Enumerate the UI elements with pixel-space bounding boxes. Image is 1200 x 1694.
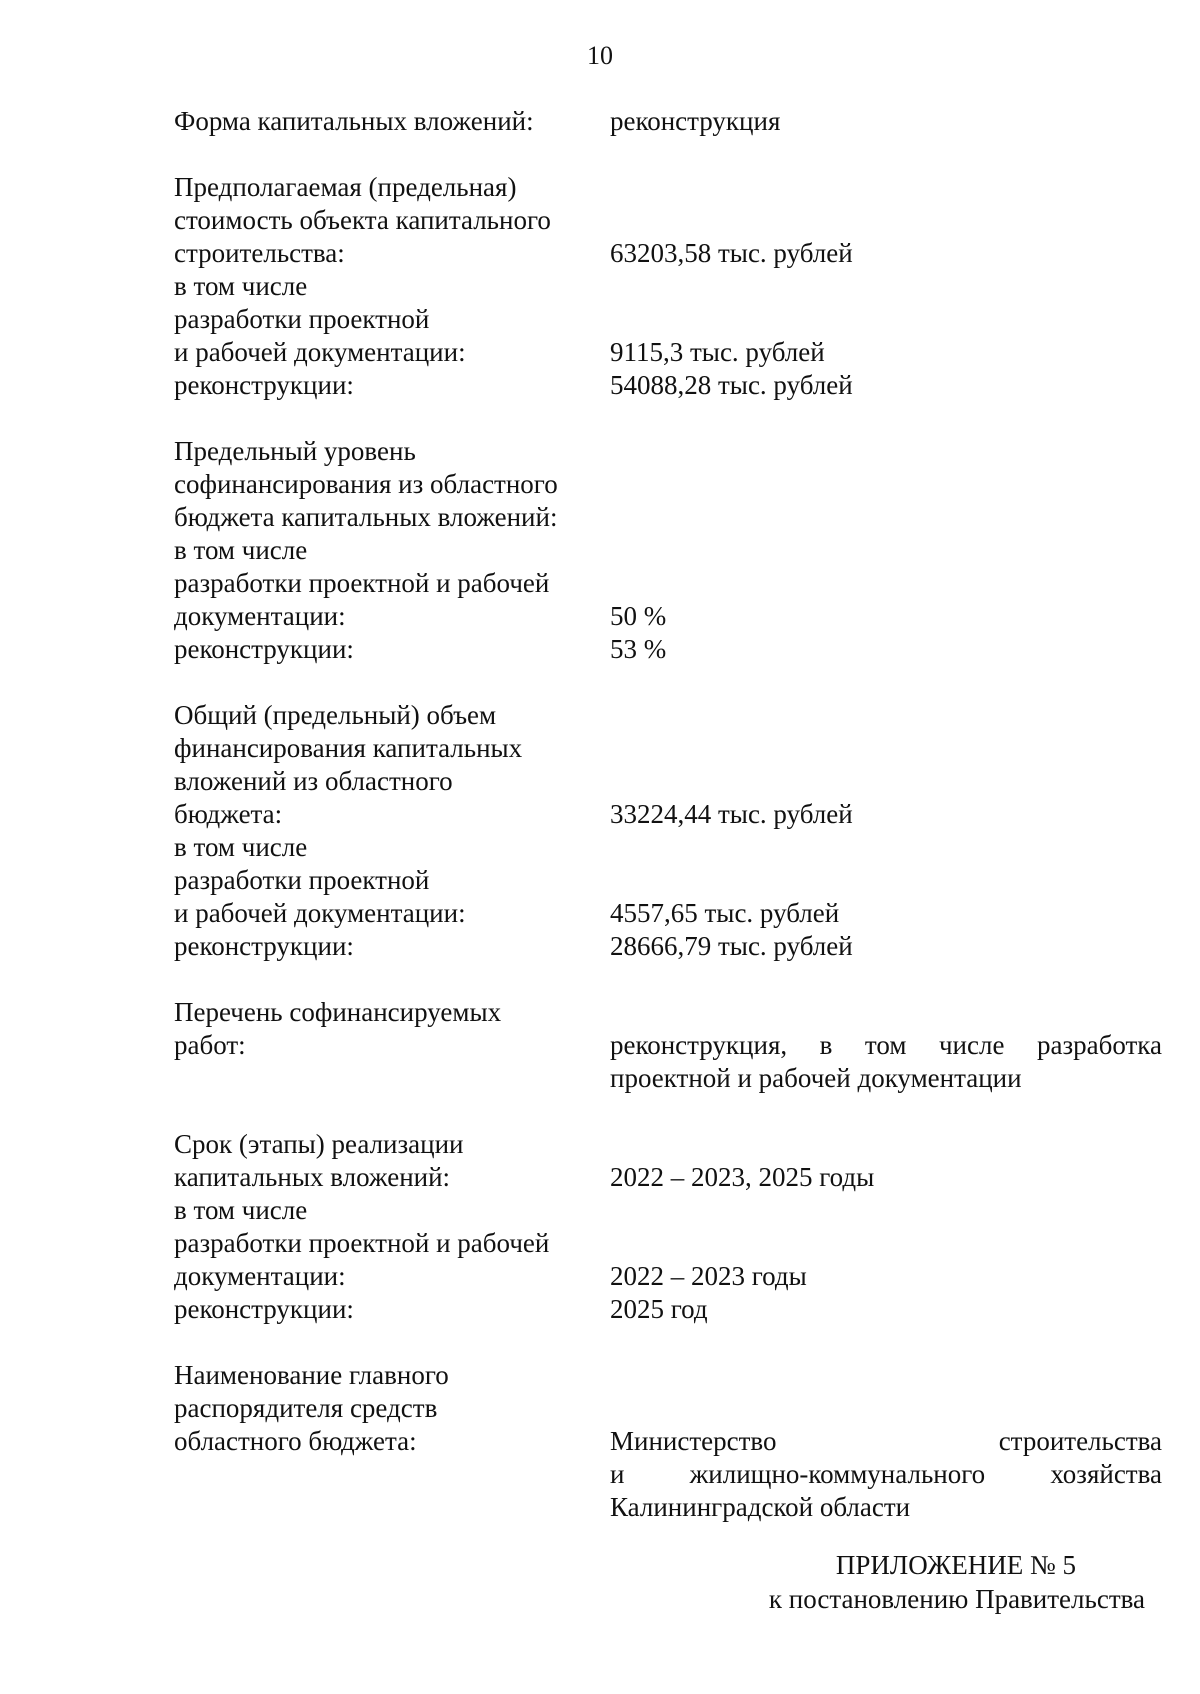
estimated-cost-label-6: и рабочей документации:: [174, 337, 466, 367]
funding-label-6: разработки проектной: [174, 865, 430, 895]
estimated-cost-label-3: строительства:: [174, 238, 345, 268]
cofinancing-label-4: в том числе: [174, 535, 308, 565]
estimated-cost-label-7: реконструкции:: [174, 370, 354, 400]
funding-reconstruction: 28666,79 тыс. рублей: [610, 931, 853, 961]
administrator-word-housing: жилищно-коммунального: [689, 1459, 986, 1489]
funding-label-7: и рабочей документации:: [174, 898, 466, 928]
works-label-1: Перечень софинансируемых: [174, 997, 502, 1027]
funding-label-8: реконструкции:: [174, 931, 354, 961]
timeline-label-6: реконструкции:: [174, 1294, 354, 1324]
administrator-word-construction: строительства: [998, 1426, 1162, 1456]
cofinancing-label-7: реконструкции:: [174, 634, 354, 664]
estimated-cost-design: 9115,3 тыс. рублей: [610, 337, 825, 367]
funding-label-3: вложений из областного: [174, 766, 453, 796]
timeline-label-1: Срок (этапы) реализации: [174, 1129, 464, 1159]
cofinancing-label-6: документации:: [174, 601, 346, 631]
administrator-value-line-2: [610, 1458, 1162, 1491]
estimated-cost-label-1: Предполагаемая (предельная): [174, 172, 517, 202]
timeline-design: 2022 – 2023 годы: [610, 1261, 807, 1291]
page-number: 10: [587, 41, 613, 70]
administrator-label-2: распорядителя средств: [174, 1393, 438, 1423]
estimated-cost-label-5: разработки проектной: [174, 304, 430, 334]
funding-label-4: бюджета:: [174, 799, 283, 829]
estimated-cost-total: 63203,58 тыс. рублей: [610, 238, 853, 268]
administrator-value-line-1: [610, 1425, 1162, 1458]
timeline-label-5: документации:: [174, 1261, 346, 1291]
timeline-label-4: разработки проектной и рабочей: [174, 1228, 550, 1258]
administrator-label-3: областного бюджета:: [174, 1426, 417, 1456]
form-value: реконструкция: [610, 106, 781, 136]
appendix-title: ПРИЛОЖЕНИЕ № 5: [835, 1550, 1076, 1580]
appendix-subtitle: к постановлению Правительства: [768, 1584, 1145, 1614]
estimated-cost-label-4: в том числе: [174, 271, 308, 301]
form-label: Форма капитальных вложений:: [174, 106, 534, 136]
cofinancing-label-3: бюджета капитальных вложений:: [174, 502, 558, 532]
cofinancing-label-5: разработки проектной и рабочей: [174, 568, 550, 598]
timeline-label-3: в том числе: [174, 1195, 308, 1225]
cofinancing-design: 50 %: [610, 601, 667, 631]
funding-total: 33224,44 тыс. рублей: [610, 799, 853, 829]
administrator-value-line-3: Калининградской области: [610, 1492, 911, 1522]
administrator-word-economy: хозяйства: [1050, 1459, 1162, 1489]
administrator-word-ministry: Министерство: [610, 1426, 777, 1456]
timeline-total: 2022 – 2023, 2025 годы: [610, 1162, 875, 1192]
funding-label-2: финансирования капитальных: [174, 733, 523, 763]
works-value-line-1: реконструкция, в том числе разработка: [610, 1030, 1162, 1060]
works-label-2: работ:: [174, 1030, 246, 1060]
estimated-cost-reconstruction: 54088,28 тыс. рублей: [610, 370, 853, 400]
administrator-word-and: и: [610, 1459, 625, 1489]
cofinancing-label-1: Предельный уровень: [174, 436, 416, 466]
timeline-reconstruction: 2025 год: [610, 1294, 708, 1324]
funding-label-1: Общий (предельный) объем: [174, 700, 497, 730]
funding-label-5: в том числе: [174, 832, 308, 862]
cofinancing-reconstruction: 53 %: [610, 634, 667, 664]
funding-design: 4557,65 тыс. рублей: [610, 898, 840, 928]
timeline-label-2: капитальных вложений:: [174, 1162, 451, 1192]
administrator-label-1: Наименование главного: [174, 1360, 449, 1390]
cofinancing-label-2: софинансирования из областного: [174, 469, 558, 499]
works-value-line-2: проектной и рабочей документации: [610, 1063, 1022, 1093]
estimated-cost-label-2: стоимость объекта капитального: [174, 205, 551, 235]
